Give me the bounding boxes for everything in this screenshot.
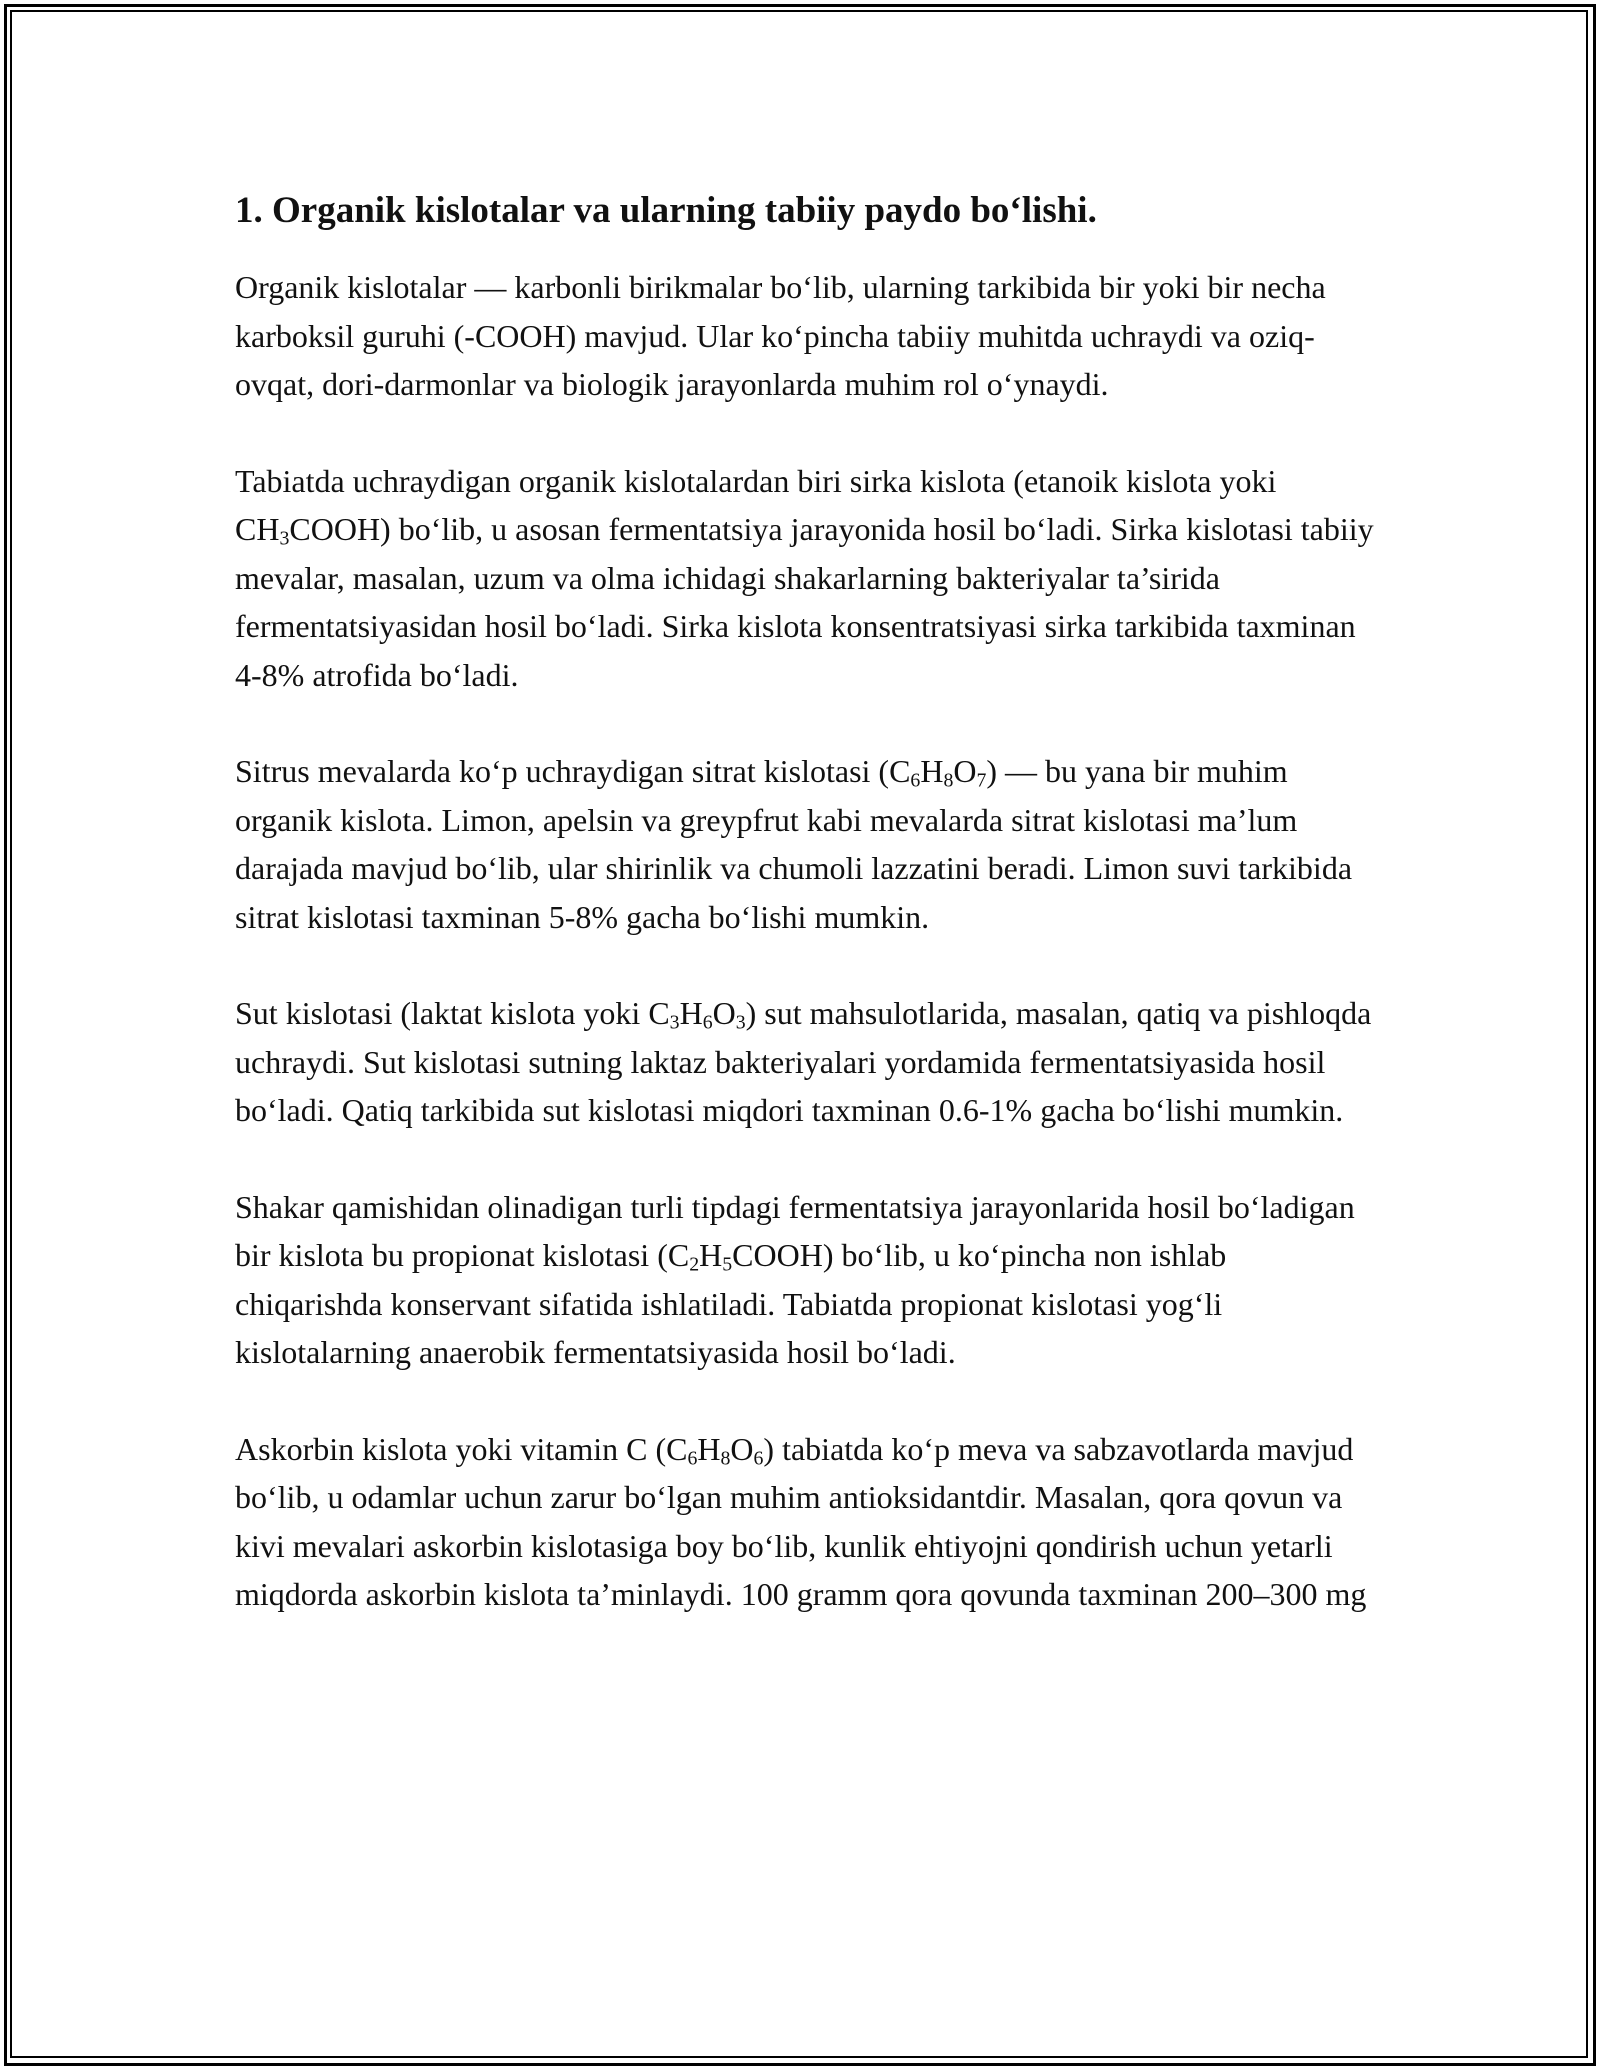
- paragraph-text: H: [697, 1430, 721, 1467]
- paragraph-text: Sut kislotasi (laktat kislota yoki C: [235, 995, 670, 1031]
- formula-subscript: 6: [702, 1011, 713, 1034]
- paragraph-text: H: [920, 753, 944, 789]
- formula-subscript: 3: [735, 1011, 746, 1034]
- paragraph-lactic-acid: [235, 989, 1380, 1135]
- paragraph-text: O: [712, 995, 736, 1031]
- section-heading: 1. Organik kislotalar va ularning tabiiy paydo bo‘lishi.: [235, 190, 1097, 231]
- formula-subscript: 6: [753, 1446, 764, 1469]
- paragraph-text: ) tabiatda ko‘p meva va sabzavotlarda mavjud bo‘lib, u odamlar uchun zarur bo‘lgan muhim antioksidantdir. Masalan, qora qovun va kivi mevalari askorbin kislotasiga boy bo‘lib, kunlik ehtiyojni qondirish uchun yetarli miqdorda askorbin kislota ta’minlaydi. 100 gramm qora qovunda taxminan 200–300 mg: [235, 1430, 1367, 1612]
- paragraph-text: Shakar qamishidan olinadigan turli tipdagi fermentatsiya jarayonlarida hosil bo‘ladigan bir kislota bu propionat kislotasi (C: [235, 1188, 1355, 1273]
- paragraph-ascorbic-acid: [235, 1425, 1380, 1619]
- paragraph-text: O: [953, 753, 977, 789]
- formula-subscript: 3: [669, 1011, 680, 1034]
- formula-subscript: 7: [976, 769, 987, 792]
- formula-subscript: 2: [689, 1253, 700, 1276]
- formula-subscript: 3: [279, 527, 290, 550]
- paragraph-text: O: [730, 1430, 754, 1467]
- paragraph-citric-acid: [235, 747, 1380, 941]
- paragraph-text: Tabiatda uchraydigan organik kislotalardan biri sirka kislota (etanoik kislota yoki CH: [235, 462, 1277, 547]
- document-body: [235, 188, 1380, 1667]
- paragraph-text: ) sut mahsulotlarida, masalan, qatiq va pishloqda uchraydi. Sut kislotasi sutning laktaz bakteriyalari yordamida fermentatsiyasida hosil bo‘ladi. Qatiq tarkibida sut kislotasi miqdori taxminan 0.6-1% gacha bo‘lishi mumkin.: [235, 995, 1372, 1128]
- formula-subscript: 5: [722, 1253, 733, 1276]
- paragraph-text: COOH) bo‘lib, u asosan fermentatsiya jarayonida hosil bo‘ladi. Sirka kislotasi tabiiy mevalar, masalan, uzum va olma ichidagi shakarlarning bakteriyalar ta’sirida fermentatsiyasidan hosil bo‘ladi. Sirka kislota konsentratsiyasi sirka tarkibida taxminan 4-8% atrofida bo‘ladi.: [235, 511, 1374, 693]
- paragraph-text: H: [679, 995, 703, 1031]
- paragraph-intro: [235, 263, 1380, 409]
- formula-subscript: 8: [720, 1446, 731, 1469]
- paragraph-text: COOH) bo‘lib, u ko‘pincha non ishlab chiqarishda konservant sifatida ishlatiladi. Tabiatda propionat kislotasi yog‘li kislotalarning anaerobik fermentatsiyasida hosil bo‘ladi.: [235, 1237, 1227, 1370]
- formula-subscript: 6: [687, 1446, 698, 1469]
- paragraph-text: Sitrus mevalarda ko‘p uchraydigan sitrat kislotasi (C: [235, 753, 911, 789]
- paragraph-text: Askorbin kislota yoki vitamin C (C: [235, 1430, 688, 1467]
- paragraph-propionic-acid: [235, 1183, 1380, 1377]
- formula-subscript: 6: [910, 769, 921, 792]
- paragraph-text: ) — bu yana bir muhim organik kislota. Limon, apelsin va greypfrut kabi mevalarda sitrat kislotasi ma’lum darajada mavjud bo‘lib, ular shirinlik va chumoli lazzatini beradi. Limon suvi tarkibida sitrat kislotasi taxminan 5-8% gacha bo‘lishi mumkin.: [235, 753, 1353, 935]
- paragraph-acetic-acid: [235, 457, 1380, 700]
- paragraph-text: Organik kislotalar — karbonli birikmalar bo‘lib, ularning tarkibida bir yoki bir necha karboksil guruhi (-COOH) mavjud. Ular ko‘pincha tabiiy muhitda uchraydi va oziq-ovqat, dori-darmonlar va biologik jarayonlarda muhim rol o‘ynaydi.: [235, 269, 1326, 402]
- formula-subscript: 8: [943, 769, 954, 792]
- paragraph-text: H: [699, 1237, 723, 1273]
